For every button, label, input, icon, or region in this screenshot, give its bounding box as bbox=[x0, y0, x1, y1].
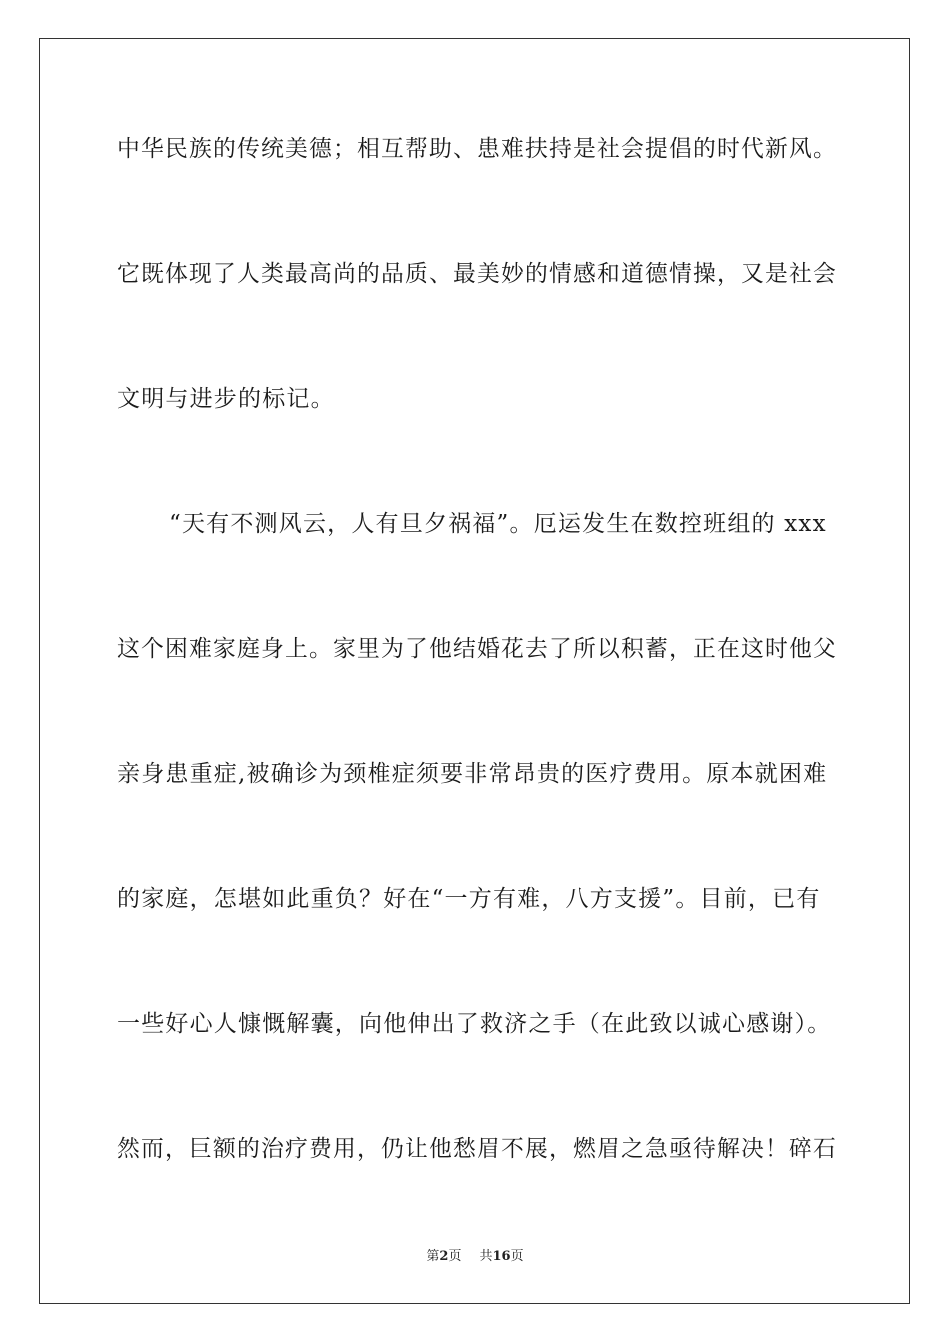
page-border bbox=[39, 38, 910, 1304]
total-suffix: 页 bbox=[510, 1249, 524, 1264]
total-prefix: 共 bbox=[479, 1249, 493, 1264]
text-line-9: 然而，巨额的治疗费用，仍让他愁眉不展，燃眉之急亟待解决！碎石 bbox=[117, 1136, 837, 1162]
page-footer bbox=[0, 1248, 950, 1266]
text-line-4: “天有不测风云，人有旦夕祸福”。厄运发生在数控班组的 xxx bbox=[169, 511, 827, 537]
text-line-2: 它既体现了人类最高尚的品质、最美妙的情感和道德情操，又是社会 bbox=[117, 261, 837, 287]
text-line-6: 亲身患重症,被确诊为颈椎症须要非常昂贵的医疗费用。原本就困难 bbox=[117, 761, 828, 787]
page-prefix: 第 bbox=[426, 1249, 440, 1264]
text-line-3: 文明与进步的标记。 bbox=[117, 386, 335, 412]
page-number: 2 bbox=[439, 1249, 449, 1264]
total-pages: 16 bbox=[492, 1249, 511, 1264]
text-line-1: 中华民族的传统美德；相互帮助、患难扶持是社会提倡的时代新风。 bbox=[117, 136, 837, 162]
text-line-7: 的家庭，怎堪如此重负？好在“一方有难，八方支援”。目前，已有 bbox=[117, 886, 821, 912]
text-line-8: 一些好心人慷慨解囊，向他伸出了救济之手（在此致以诚心感谢）。 bbox=[117, 1011, 832, 1037]
page-suffix: 页 bbox=[448, 1249, 462, 1264]
text-line-5: 这个困难家庭身上。家里为了他结婚花去了所以积蓄，正在这时他父 bbox=[117, 636, 837, 662]
